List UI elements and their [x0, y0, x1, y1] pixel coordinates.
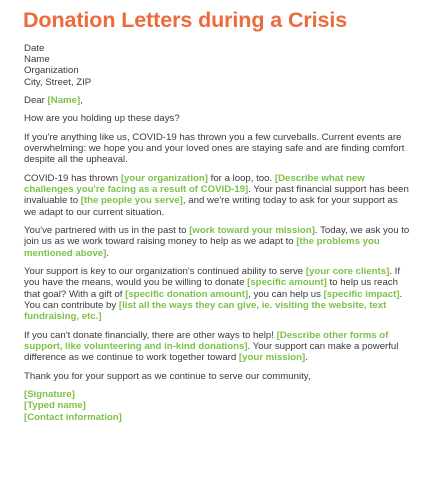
- address-name: Name: [24, 54, 50, 66]
- address-date: Date: [24, 43, 45, 54]
- address-block: [24, 43, 410, 88]
- placeholder-text: [your core clients]: [305, 266, 390, 278]
- body-text: ,: [80, 94, 83, 106]
- greeting-question: [24, 113, 410, 124]
- body-text: , and we're writing today to ask for your support as we adapt to our current situation.: [24, 195, 398, 218]
- body-text: .: [106, 247, 110, 259]
- body-text: to help us reach that goal? With a gift of: [24, 277, 398, 300]
- body-text: . Your past financial support has been invaluable to: [24, 184, 409, 207]
- challenge-paragraph: [24, 173, 410, 218]
- placeholder-text: [Name]: [47, 94, 81, 106]
- placeholder-text: [the problems you mentioned above]: [24, 236, 380, 259]
- body-text: . Your support can make a powerful difference as we continue to work together toward: [24, 340, 399, 363]
- body-text: If you're anything like us, COVID-19 has thrown you a few curveballs. Current events are overwhelming: we hope you and your loved ones are staying safe and are finding comfort despite all the upheaval.: [24, 131, 405, 166]
- address-organization: Organization: [24, 65, 79, 77]
- placeholder-text: [your organization]: [120, 172, 208, 184]
- salutation: [24, 95, 410, 106]
- letter-title: Donation Letters during a Crisis: [23, 8, 348, 32]
- letter-body: [24, 43, 410, 423]
- body-text: Dear: [24, 94, 48, 106]
- placeholder-text: [Describe what new challenges you're facing as a result of COVID-19]: [24, 172, 365, 196]
- typed-name-placeholder: [Typed name]: [24, 400, 86, 412]
- body-text: , you can help us: [248, 288, 324, 300]
- body-text: You've partnered with us in the past to: [24, 225, 190, 237]
- partnership-paragraph: [24, 225, 410, 259]
- signature-placeholder: [Signature]: [24, 389, 75, 401]
- body-text: . You can contribute by: [24, 288, 403, 311]
- placeholder-text: [specific impact]: [323, 288, 400, 300]
- signature-block: [24, 389, 410, 423]
- placeholder-text: [list all the ways they can give, ie. visiting the website, text fundraising, etc.]: [24, 299, 387, 322]
- alternative-help-paragraph: [24, 330, 410, 364]
- body-text: . If you have the means, would you be willing to donate: [24, 266, 400, 289]
- body-text: If you can't donate financially, there are other ways to help!: [24, 329, 277, 341]
- body-text: for a loop, too.: [207, 172, 275, 184]
- placeholder-text: [the people you serve]: [80, 195, 183, 207]
- letter-paragraphs: [24, 95, 410, 382]
- body-text: Your support is key to our organization's continued ability to serve: [24, 266, 306, 278]
- closing-line: [24, 371, 410, 382]
- body-text: COVID-19 has thrown: [24, 172, 121, 184]
- placeholder-text: [work toward your mission]: [189, 225, 315, 237]
- opening-paragraph: [24, 132, 410, 166]
- placeholder-text: [your mission]: [238, 351, 306, 363]
- contact-information-placeholder: [Contact information]: [24, 411, 122, 423]
- body-text: How are you holding up these days?: [24, 113, 180, 125]
- placeholder-text: [specific donation amount]: [125, 288, 249, 300]
- body-text: . Today, we ask you to join us as we work toward raising money to help as we adapt to: [24, 225, 410, 248]
- body-text: Thank you for your support as we continue to serve our community,: [24, 370, 311, 382]
- placeholder-text: [specific amount]: [247, 277, 327, 289]
- address-city-street-zip: City, Street, ZIP: [24, 76, 92, 88]
- body-text: .: [305, 351, 308, 363]
- placeholder-text: [Describe other forms of support, like volunteering and in-kind donations]: [24, 329, 389, 352]
- support-paragraph: [24, 266, 410, 322]
